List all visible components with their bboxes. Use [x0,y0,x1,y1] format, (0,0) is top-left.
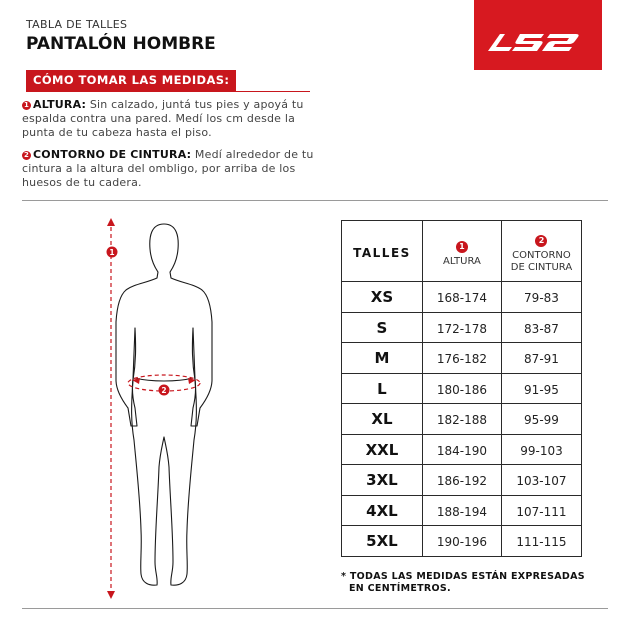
instruction-label: CONTORNO DE CINTURA: [33,148,192,161]
waist-value: 79-83 [524,291,559,306]
header-altura [422,221,501,282]
size-name: L [377,379,387,398]
footnote-line-1: * TODAS LAS MEDIDAS ESTÁN EXPRESADAS [341,571,585,582]
page-title: PANTALÓN HOMBRE [26,34,216,54]
top-divider [22,200,608,201]
size-cell [342,526,423,557]
waist-value: 111-115 [516,535,567,550]
waist-cell [501,282,581,313]
table-row [342,312,582,343]
size-name: 5XL [366,532,398,551]
table-row [342,495,582,526]
size-cell [342,343,423,374]
height-cell [422,343,501,374]
height-value: 190-196 [436,535,488,550]
size-cell [342,434,423,465]
size-name: 3XL [366,471,398,490]
header-cintura-number: 2 [535,235,547,247]
instruction-label: ALTURA: [33,98,87,111]
waist-marker-number: 2 [161,386,167,395]
size-name: XXL [365,440,399,459]
size-name: M [374,349,390,368]
height-value: 188-194 [436,504,488,519]
height-value: 184-190 [436,443,488,458]
waist-value: 99-103 [520,443,563,458]
ls2-logo-icon [474,0,602,70]
size-cell [342,495,423,526]
body-outline-icon [96,212,236,607]
size-cell [342,312,423,343]
height-cell [422,282,501,313]
footnote-line-2: EN CENTÍMETROS. [349,583,451,594]
waist-cell [501,404,581,435]
height-value: 186-192 [436,474,488,489]
size-name: XS [370,288,394,307]
header-talles-label: TALLES [353,245,411,260]
table-row [342,343,582,374]
table-header-row [342,221,582,282]
size-cell [342,282,423,313]
height-value: 180-186 [436,382,488,397]
header-altura-label: ALTURA [443,256,481,267]
size-cell [342,373,423,404]
waist-value: 83-87 [524,321,559,336]
sheet-subtitle: TABLA DE TALLES [26,18,128,31]
howto-underline [26,91,310,92]
height-value: 172-178 [436,321,488,336]
table-row [342,434,582,465]
header-altura-number: 1 [456,241,468,253]
brand-logo [474,0,602,70]
waist-value: 91-95 [524,382,559,397]
table-row [342,282,582,313]
bottom-divider [22,608,608,609]
height-value: 182-188 [436,413,488,428]
waist-value: 103-107 [516,474,567,489]
step-badge: 1 [23,101,30,109]
height-cell [422,373,501,404]
waist-cell [501,495,581,526]
waist-cell [501,343,581,374]
header-cintura-label-2: DE CINTURA [510,262,573,273]
height-value: 168-174 [436,291,488,306]
waist-cell [501,373,581,404]
howto-heading: CÓMO TOMAR LAS MEDIDAS: [33,73,230,87]
height-cell [422,526,501,557]
waist-value: 95-99 [524,413,559,428]
waist-value: 87-91 [524,352,559,367]
size-cell [342,404,423,435]
height-cell [422,404,501,435]
height-cell [422,434,501,465]
table-row [342,465,582,496]
size-name: 4XL [366,501,398,520]
header-cintura-label-1: CONTORNO [512,250,571,261]
waist-cell [501,526,581,557]
waist-cell [501,434,581,465]
instruction-text: Medí alrededor de tu cintura a la altura del ombligo, por arriba de los huesos de tu cadera. [22,148,314,189]
waist-cell [501,312,581,343]
size-name: S [376,318,388,337]
height-cell [422,312,501,343]
instruction-text: Sin calzado, juntá tus pies y apoyá tu espalda contra una pared. Medí los cm desde la punta de tu cabeza hasta el piso. [22,98,304,139]
instruction-height [22,98,322,140]
body-measurement-figure [96,212,236,607]
height-value: 176-182 [436,352,488,367]
footnote [341,571,601,595]
waist-cell [501,465,581,496]
size-chart-table [341,220,582,557]
size-name: XL [371,410,393,429]
table-row [342,373,582,404]
height-marker-number: 1 [109,248,115,257]
howto-heading-bar [26,70,236,91]
table-row [342,404,582,435]
instruction-waist [22,148,322,190]
waist-value: 107-111 [516,504,567,519]
header-cintura [501,221,581,282]
step-badge: 2 [23,151,30,159]
height-cell [422,495,501,526]
height-cell [422,465,501,496]
size-cell [342,465,423,496]
table-row [342,526,582,557]
header-talles [342,221,423,282]
